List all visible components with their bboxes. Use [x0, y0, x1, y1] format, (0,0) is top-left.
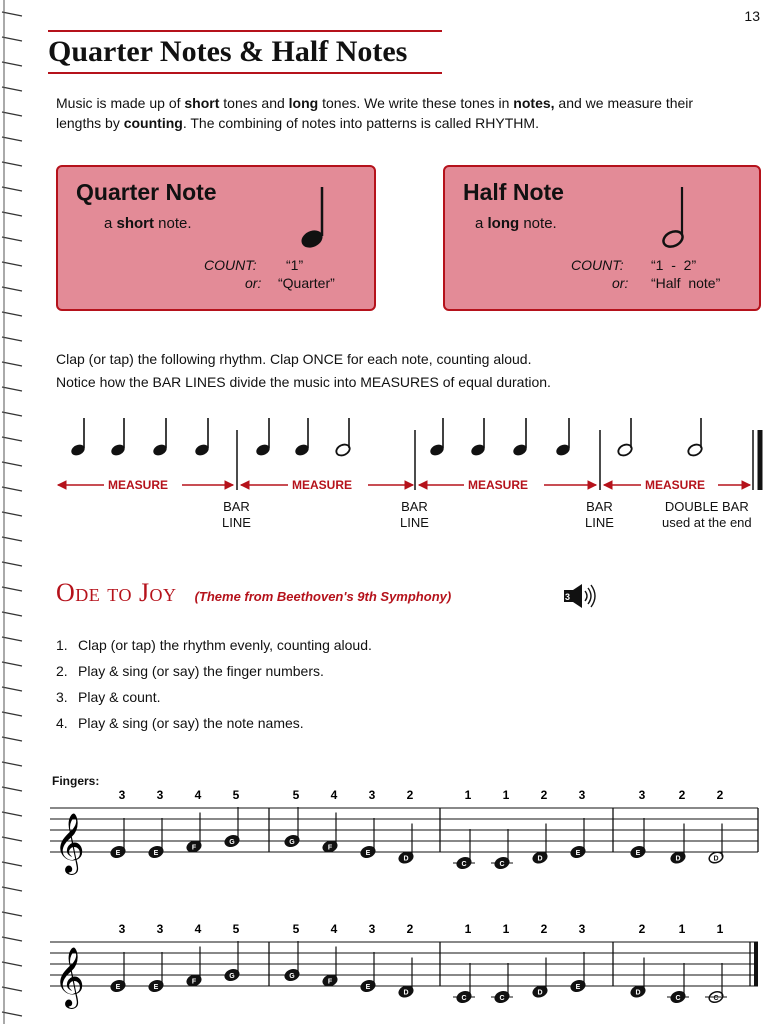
staff-note	[284, 941, 301, 982]
spiral-coil	[2, 237, 22, 241]
finger-number: 4	[330, 922, 338, 936]
desc-bold: long	[487, 215, 520, 232]
note-name-label: G	[229, 839, 235, 846]
finger-number: 3	[578, 788, 586, 802]
note-name-label: F	[327, 978, 333, 986]
step-item	[56, 684, 372, 710]
half-note-box	[443, 165, 761, 311]
finger-number: 3	[118, 788, 126, 802]
spiral-binding	[0, 0, 36, 1024]
step-text: Play & count.	[78, 689, 161, 705]
desc-text: note.	[154, 215, 192, 232]
spiral-coil	[2, 212, 22, 216]
count-label: COUNT:	[571, 257, 624, 273]
quarter-note	[152, 418, 169, 457]
spiral-coil	[2, 637, 22, 641]
finger-number: 1	[464, 922, 472, 936]
practice-steps	[56, 632, 372, 736]
spiral-coil	[2, 512, 22, 516]
or-value: “Half note”	[651, 275, 721, 291]
note-name-label: C	[461, 995, 467, 1002]
spiral-coil	[2, 912, 22, 916]
finger-number: 3	[156, 788, 164, 802]
desc-text: a	[104, 215, 117, 232]
half-note-icon	[657, 185, 697, 251]
double-bar-word: DOUBLE BAR	[664, 499, 749, 514]
staff-note	[491, 963, 513, 1004]
finger-number: 4	[330, 788, 338, 802]
music-staff-line-2	[48, 916, 768, 1016]
spiral-coil	[2, 587, 22, 591]
note-name-label: E	[365, 984, 371, 991]
intro-text: tones. We write these tones in	[318, 95, 514, 111]
treble-clef-icon: 𝄞	[54, 948, 85, 1006]
note-name-label: C	[499, 861, 505, 868]
desc-text: note.	[519, 215, 557, 232]
step-item	[56, 658, 372, 684]
staff-note	[491, 829, 513, 870]
count-value: “1”	[286, 257, 304, 273]
note-name-label: E	[115, 850, 121, 857]
page-title-block	[48, 30, 442, 74]
intro-text: . The combining of notes into patterns is called RHYTHM.	[182, 115, 539, 131]
half-note	[687, 418, 704, 457]
staff-note	[705, 963, 727, 1004]
measure-arrow	[718, 481, 750, 489]
bar-line-label	[400, 499, 429, 531]
line-word: LINE	[585, 515, 614, 530]
used-at-end-word: used at the end	[662, 515, 752, 530]
desc-bold: short	[116, 215, 155, 232]
spiral-coil	[2, 112, 22, 116]
step-item	[56, 632, 372, 658]
finger-number: 5	[232, 922, 240, 936]
music-staff-line-1	[48, 782, 768, 882]
note-name-label: C	[713, 995, 719, 1002]
staff-note	[667, 963, 689, 1004]
staff-note	[110, 818, 127, 859]
note-name-label: G	[229, 973, 235, 980]
staff-note	[360, 952, 377, 993]
step-number: 4.	[56, 715, 68, 731]
measure-arrow	[241, 481, 288, 489]
or-label: or:	[612, 275, 629, 291]
treble-clef-icon: 𝄞	[54, 814, 85, 872]
spiral-coil	[2, 737, 22, 741]
spiral-coil	[2, 712, 22, 716]
measure-arrow	[182, 481, 233, 489]
quarter-note	[70, 418, 87, 457]
staff-note	[453, 963, 475, 1004]
spiral-coil	[2, 62, 22, 66]
spiral-coil	[2, 787, 22, 791]
intro-text: Music is made up of	[56, 95, 185, 111]
note-name-label: E	[153, 984, 159, 991]
song-heading	[56, 578, 451, 608]
note-name-label: D	[713, 855, 719, 863]
spiral-coil	[2, 537, 22, 541]
quarter-note	[512, 418, 529, 457]
quarter-note	[194, 418, 211, 457]
quarter-note-icon	[296, 185, 336, 251]
spiral-coil	[2, 87, 22, 91]
bar-word: BAR	[401, 499, 428, 514]
bar-word: BAR	[586, 499, 613, 514]
note-name-label: E	[115, 984, 121, 991]
quarter-note-box	[56, 165, 376, 311]
audio-track-icon[interactable]	[562, 584, 598, 610]
note-name-label: C	[461, 861, 467, 868]
step-text: Play & sing (or say) the note names.	[78, 715, 304, 731]
finger-number: 5	[232, 788, 240, 802]
note-name-label: F	[191, 978, 197, 986]
intro-bold-notes: notes,	[513, 95, 555, 111]
spiral-coil	[2, 1012, 22, 1016]
finger-number: 3	[368, 788, 376, 802]
staff-note	[284, 807, 301, 848]
measure-arrow	[58, 481, 104, 489]
spiral-coil	[2, 612, 22, 616]
finger-number: 2	[638, 922, 646, 936]
spiral-coil	[2, 687, 22, 691]
intro-text: tones and	[219, 95, 289, 111]
title-top-rule	[48, 30, 442, 32]
song-subtitle: (Theme from Beethoven's 9th Symphony)	[194, 589, 452, 604]
finger-number: 2	[540, 788, 548, 802]
quarter-note-title: Quarter Note	[76, 179, 217, 205]
spiral-coil	[2, 562, 22, 566]
staff-note	[570, 952, 587, 993]
finger-number: 5	[292, 922, 300, 936]
spiral-coil	[2, 812, 22, 816]
note-name-label: C	[675, 995, 681, 1002]
measure-label: MEASURE	[468, 478, 529, 492]
note-name-label: E	[575, 984, 581, 991]
step-number: 1.	[56, 637, 68, 653]
staff-note	[570, 818, 587, 859]
spiral-coil	[2, 37, 22, 41]
note-name-label: D	[537, 855, 543, 863]
desc-text: a	[475, 215, 488, 232]
intro-bold-counting: counting	[123, 115, 183, 131]
quarter-note	[470, 418, 487, 457]
note-name-label: G	[289, 973, 295, 980]
note-name-label: D	[537, 989, 543, 997]
or-label: or:	[245, 275, 262, 291]
note-name-label: D	[675, 855, 681, 863]
track-number: 3	[565, 592, 571, 602]
staff-note	[110, 952, 127, 993]
finger-number: 3	[578, 922, 586, 936]
intro-text: and we measure their lengths by	[56, 95, 694, 131]
quarter-note	[555, 418, 572, 457]
spiral-coil	[2, 962, 22, 966]
count-value: “1 - 2”	[651, 257, 697, 273]
fingers-label: Fingers:	[52, 774, 100, 788]
step-number: 2.	[56, 663, 68, 679]
step-text: Play & sing (or say) the finger numbers.	[78, 663, 324, 679]
bar-line-label	[222, 499, 251, 531]
finger-number: 2	[716, 788, 724, 802]
staff-note	[148, 818, 165, 859]
note-name-label: F	[191, 844, 197, 852]
spiral-coil	[2, 312, 22, 316]
staff-note	[224, 941, 241, 982]
staff-note	[453, 829, 475, 870]
measure-arrow	[368, 481, 413, 489]
staff-note	[630, 818, 647, 859]
line-word: LINE	[400, 515, 429, 530]
instruction-line: Clap (or tap) the following rhythm. Clap ONCE for each note, counting aloud.	[56, 351, 532, 367]
note-name-label: C	[499, 995, 505, 1002]
song-title: Ode to Joy	[56, 578, 177, 607]
finger-number: 2	[678, 788, 686, 802]
half-note	[335, 418, 352, 457]
note-name-label: D	[635, 989, 641, 997]
finger-number: 3	[368, 922, 376, 936]
measure-label: MEASURE	[108, 478, 169, 492]
finger-number: 1	[716, 922, 724, 936]
note-name-label: E	[365, 850, 371, 857]
finger-number: 2	[540, 922, 548, 936]
spiral-coil	[2, 12, 22, 16]
intro-paragraph	[56, 93, 736, 133]
bar-word: BAR	[223, 499, 250, 514]
step-number: 3.	[56, 689, 68, 705]
note-name-label: D	[403, 855, 409, 863]
title-bottom-rule	[48, 72, 442, 74]
note-name-label: F	[327, 844, 333, 852]
quarter-note	[110, 418, 127, 457]
step-text: Clap (or tap) the rhythm evenly, counting aloud.	[78, 637, 372, 653]
step-item	[56, 710, 372, 736]
rhythm-instructions	[56, 348, 551, 394]
staff-note	[148, 952, 165, 993]
finger-number: 1	[502, 922, 510, 936]
intro-bold-short: short	[184, 95, 220, 111]
spiral-coil	[2, 862, 22, 866]
measure-arrow	[419, 481, 464, 489]
spiral-coil	[2, 137, 22, 141]
spiral-coil	[2, 887, 22, 891]
or-value: “Quarter”	[278, 275, 335, 291]
finger-number: 2	[406, 788, 414, 802]
page-number: 13	[744, 8, 760, 24]
spiral-coil	[2, 837, 22, 841]
finger-number: 4	[194, 922, 202, 936]
double-bar-label	[662, 499, 752, 531]
spiral-coil	[2, 662, 22, 666]
measure-label: MEASURE	[292, 478, 353, 492]
finger-number: 3	[156, 922, 164, 936]
quarter-note	[294, 418, 311, 457]
finger-number: 4	[194, 788, 202, 802]
spiral-coil	[2, 187, 22, 191]
finger-number: 3	[638, 788, 646, 802]
spiral-coil	[2, 362, 22, 366]
half-note-desc	[475, 215, 557, 232]
half-note-title: Half Note	[463, 179, 564, 205]
staff-note	[224, 807, 241, 848]
spiral-coil	[2, 287, 22, 291]
note-name-label: E	[575, 850, 581, 857]
spiral-coil	[2, 337, 22, 341]
spiral-coil	[2, 987, 22, 991]
finger-number: 1	[464, 788, 472, 802]
finger-number: 3	[118, 922, 126, 936]
staff-note	[360, 818, 377, 859]
spiral-coil	[2, 262, 22, 266]
quarter-note	[429, 418, 446, 457]
finger-number: 1	[502, 788, 510, 802]
intro-bold-long: long	[288, 95, 319, 111]
spiral-coil	[2, 937, 22, 941]
note-name-label: G	[289, 839, 295, 846]
spiral-coil	[2, 162, 22, 166]
finger-number: 1	[678, 922, 686, 936]
spiral-coil	[2, 387, 22, 391]
spiral-coil	[2, 762, 22, 766]
measure-label: MEASURE	[645, 478, 706, 492]
count-label: COUNT:	[204, 257, 257, 273]
quarter-note-desc	[104, 215, 192, 232]
measure-arrow	[544, 481, 596, 489]
finger-number: 5	[292, 788, 300, 802]
page-title: Quarter Notes & Half Notes	[48, 35, 408, 68]
note-name-label: E	[153, 850, 159, 857]
bar-line-label	[585, 499, 614, 531]
finger-number: 2	[406, 922, 414, 936]
half-note	[617, 418, 634, 457]
note-name-label: D	[403, 989, 409, 997]
line-word: LINE	[222, 515, 251, 530]
measure-arrow	[604, 481, 641, 489]
note-name-label: E	[635, 850, 641, 857]
instruction-line: Notice how the BAR LINES divide the music into MEASURES of equal duration.	[56, 374, 551, 390]
quarter-note	[255, 418, 272, 457]
